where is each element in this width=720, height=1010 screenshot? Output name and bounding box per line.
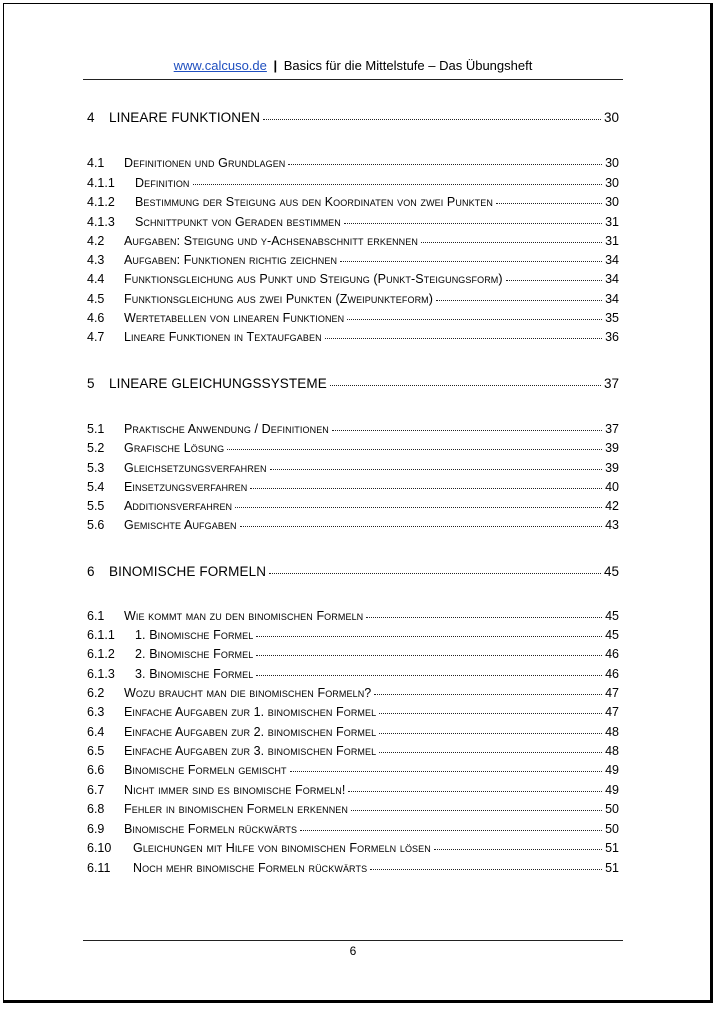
toc-entry-title: Einfache Aufgaben zur 2. binomischen Formel [124, 725, 377, 739]
toc-entry[interactable] [87, 763, 619, 777]
toc-leader-dots [351, 810, 602, 811]
toc-entry-page: 31 [605, 215, 619, 229]
toc-entry-page: 30 [605, 156, 619, 170]
toc-entry-title: Funktionsgleichung aus Punkt und Steigung (Punkt-Steigungsform) [124, 272, 503, 286]
toc-entry-title: Grafische Lösung [124, 441, 225, 455]
toc-leader-dots [332, 430, 602, 431]
toc-entry-number: 4.1.2 [87, 195, 115, 209]
toc-entry-number: 5.6 [87, 518, 105, 532]
toc-entry-number: 4.4 [87, 272, 105, 286]
toc-entry[interactable] [87, 253, 619, 267]
toc-entry[interactable] [87, 311, 619, 325]
toc-entry-number: 5.3 [87, 461, 105, 475]
toc-chapter-entry[interactable] [87, 376, 619, 391]
toc-leader-dots [240, 526, 602, 527]
toc-entry-page: 37 [603, 376, 619, 391]
toc-entry-number: 4 [87, 110, 95, 125]
toc-entry-number: 4.5 [87, 292, 105, 306]
toc-leader-dots [269, 573, 601, 574]
toc-entry[interactable] [87, 292, 619, 306]
toc-entry[interactable] [87, 802, 619, 816]
toc-entry-number: 6.8 [87, 802, 105, 816]
toc-entry-number: 6.11 [87, 861, 111, 875]
toc-entry-title: Aufgaben: Funktionen richtig zeichnen [124, 253, 338, 267]
toc-leader-dots [421, 242, 602, 243]
toc-entry-page: 45 [605, 609, 619, 623]
toc-entry[interactable] [87, 480, 619, 494]
toc-leader-dots [330, 385, 601, 386]
toc-entry-title: Noch mehr binomische Formeln rückwärts [133, 861, 368, 875]
toc-entry-number: 6.5 [87, 744, 105, 758]
toc-entry-number: 6.9 [87, 822, 105, 836]
toc-leader-dots [506, 280, 602, 281]
toc-entry[interactable] [87, 156, 619, 170]
toc-entry-title: LINEARE GLEICHUNGSSYSTEME [109, 376, 327, 391]
toc-entry-page: 30 [605, 195, 619, 209]
toc-leader-dots [344, 223, 602, 224]
toc-entry-title: Binomische Formeln rückwärts [124, 822, 298, 836]
toc-leader-dots [434, 849, 602, 850]
toc-entry-title: BINOMISCHE FORMELN [109, 564, 267, 579]
toc-entry-page: 43 [605, 518, 619, 532]
toc-entry-title: Wertetabellen von linearen Funktionen [124, 311, 345, 325]
toc-entry-title: Fehler in binomischen Formeln erkennen [124, 802, 348, 816]
toc-entry-page: 50 [605, 802, 619, 816]
toc-entry-page: 48 [605, 744, 619, 758]
toc-chapter-entry[interactable] [87, 110, 619, 125]
toc-entry-title: Wozu braucht man die binomischen Formeln? [124, 686, 372, 700]
toc-entry[interactable] [87, 609, 619, 623]
toc-entry-page: 49 [605, 763, 619, 777]
toc-entry-number: 6.3 [87, 705, 105, 719]
toc-entry-number: 6.1 [87, 609, 105, 623]
toc-leader-dots [325, 338, 602, 339]
header-subtitle: Basics für die Mittelstufe – Das Übungsheft [283, 58, 533, 73]
toc-leader-dots [379, 713, 602, 714]
toc-leader-dots [288, 164, 602, 165]
toc-leader-dots [235, 507, 602, 508]
toc-entry-title: Einfache Aufgaben zur 1. binomischen Formel [124, 705, 377, 719]
toc-entry-number: 4.2 [87, 234, 105, 248]
toc-leader-dots [496, 203, 602, 204]
toc-entry-number: 4.6 [87, 311, 105, 325]
toc-entry-page: 46 [605, 647, 619, 661]
toc-entry-page: 40 [605, 480, 619, 494]
toc-entry-page: 39 [605, 441, 619, 455]
toc-entry-page: 34 [605, 292, 619, 306]
toc-entry-title: Gemischte Aufgaben [124, 518, 237, 532]
toc-entry-title: Nicht immer sind es binomische Formeln! [124, 783, 346, 797]
toc-entry-title: Additionsverfahren [124, 499, 233, 513]
toc-leader-dots [227, 449, 602, 450]
toc-entry-title: Funktionsgleichung aus zwei Punkten (Zweipunkteform) [124, 292, 434, 306]
toc-entry-page: 37 [605, 422, 619, 436]
toc-entry-title: Lineare Funktionen in Textaufgaben [124, 330, 322, 344]
toc-entry-title: Einfache Aufgaben zur 3. binomischen Formel [124, 744, 377, 758]
toc-entry[interactable] [87, 330, 619, 344]
toc-entry-page: 30 [605, 176, 619, 190]
toc-entry-page: 50 [605, 822, 619, 836]
toc-entry-number: 5.2 [87, 441, 105, 455]
toc-entry-title: Schnittpunkt von Geraden bestimmen [135, 215, 341, 229]
toc-entry[interactable] [87, 441, 619, 455]
toc-chapter-entry[interactable] [87, 564, 619, 579]
toc-entry[interactable] [87, 272, 619, 286]
toc-leader-dots [300, 830, 602, 831]
toc-entry[interactable] [87, 647, 619, 661]
toc-entry-number: 6.2 [87, 686, 105, 700]
toc-entry[interactable] [87, 215, 619, 229]
toc-leader-dots [436, 300, 602, 301]
toc-entry-number: 4.7 [87, 330, 105, 344]
toc-entry[interactable] [87, 234, 619, 248]
toc-entry-page: 36 [605, 330, 619, 344]
toc-entry-number: 6.7 [87, 783, 105, 797]
toc-entry-title: 3. Binomische Formel [135, 667, 254, 681]
toc-leader-dots [256, 655, 602, 656]
toc-entry-title: Definition [135, 176, 190, 190]
page-header [83, 58, 623, 80]
toc-entry-number: 5.1 [87, 422, 105, 436]
website-link[interactable]: www.calcuso.de [173, 58, 267, 73]
toc-entry-page: 35 [605, 311, 619, 325]
toc-entry-number: 6.1.2 [87, 647, 115, 661]
toc-leader-dots [374, 694, 602, 695]
toc-entry-page: 46 [605, 667, 619, 681]
toc-entry-number: 5 [87, 376, 95, 391]
toc-leader-dots [193, 184, 603, 185]
toc-entry-number: 4.1.3 [87, 215, 115, 229]
toc-entry-title: Einsetzungsverfahren [124, 480, 248, 494]
toc-leader-dots [250, 488, 602, 489]
toc-entry[interactable] [87, 518, 619, 532]
toc-leader-dots [290, 771, 602, 772]
header-separator: | [273, 58, 278, 73]
toc-entry-title: LINEARE FUNKTIONEN [109, 110, 261, 125]
toc-entry[interactable] [87, 725, 619, 739]
toc-leader-dots [256, 675, 602, 676]
toc-entry-page: 47 [605, 686, 619, 700]
toc-entry-title: Gleichungen mit Hilfe von binomischen Formeln lösen [133, 841, 431, 855]
toc-entry[interactable] [87, 744, 619, 758]
toc-entry[interactable] [87, 822, 619, 836]
toc-entry[interactable] [87, 686, 619, 700]
toc-entry[interactable] [87, 195, 619, 209]
footer-divider [83, 940, 623, 941]
toc-entry-title: Praktische Anwendung / Definitionen [124, 422, 329, 436]
toc-entry-page: 47 [605, 705, 619, 719]
toc-entry[interactable] [87, 176, 619, 190]
toc-entry-page: 34 [605, 272, 619, 286]
toc-entry-page: 51 [605, 861, 619, 875]
toc-leader-dots [370, 869, 602, 870]
toc-entry-title: Wie kommt man zu den binomischen Formeln [124, 609, 364, 623]
toc-entry-number: 6.1.3 [87, 667, 115, 681]
toc-entry-title: Definitionen und Grundlagen [124, 156, 286, 170]
toc-entry-page: 31 [605, 234, 619, 248]
toc-entry-page: 45 [605, 628, 619, 642]
toc-entry-number: 4.1 [87, 156, 105, 170]
toc-leader-dots [348, 791, 602, 792]
toc-entry[interactable] [87, 861, 619, 875]
toc-entry-number: 4.3 [87, 253, 105, 267]
toc-entry[interactable] [87, 667, 619, 681]
toc-entry-number: 5.4 [87, 480, 105, 494]
toc-leader-dots [379, 752, 602, 753]
toc-entry-title: Binomische Formeln gemischt [124, 763, 287, 777]
toc-leader-dots [270, 469, 603, 470]
toc-entry-number: 6.4 [87, 725, 105, 739]
toc-entry-title: 1. Binomische Formel [135, 628, 254, 642]
toc-leader-dots [379, 733, 602, 734]
toc-entry-number: 6.10 [87, 841, 112, 855]
toc-entry-number: 6.1.1 [87, 628, 115, 642]
toc-entry[interactable] [87, 461, 619, 475]
toc-entry[interactable] [87, 783, 619, 797]
toc-entry-title: Bestimmung der Steigung aus den Koordinaten von zwei Punkten [135, 195, 493, 209]
toc-entry-page: 48 [605, 725, 619, 739]
toc-entry-page: 34 [605, 253, 619, 267]
toc-leader-dots [340, 261, 602, 262]
toc-entry-page: 42 [605, 499, 619, 513]
toc-entry[interactable] [87, 422, 619, 436]
toc-entry-number: 5.5 [87, 499, 105, 513]
document-page [3, 3, 713, 1003]
toc-entry-page: 45 [603, 564, 619, 579]
toc-entry-page: 39 [605, 461, 619, 475]
page-number: 6 [349, 944, 357, 958]
toc-entry-title: Aufgaben: Steigung und y-Achsenabschnitt erkennen [124, 234, 418, 248]
toc-entry-number: 6.6 [87, 763, 105, 777]
toc-entry[interactable] [87, 628, 619, 642]
toc-leader-dots [263, 119, 601, 120]
toc-entry-page: 49 [605, 783, 619, 797]
toc-entry-number: 4.1.1 [87, 176, 115, 190]
toc-leader-dots [256, 636, 602, 637]
toc-entry[interactable] [87, 841, 619, 855]
toc-entry-page: 30 [603, 110, 619, 125]
toc-entry-title: Gleichsetzungsverfahren [124, 461, 267, 475]
toc-entry-page: 51 [605, 841, 619, 855]
toc-leader-dots [366, 617, 602, 618]
toc-entry[interactable] [87, 499, 619, 513]
toc-entry[interactable] [87, 705, 619, 719]
toc-entry-title: 2. Binomische Formel [135, 647, 254, 661]
toc-leader-dots [347, 319, 602, 320]
toc-entry-number: 6 [87, 564, 95, 579]
